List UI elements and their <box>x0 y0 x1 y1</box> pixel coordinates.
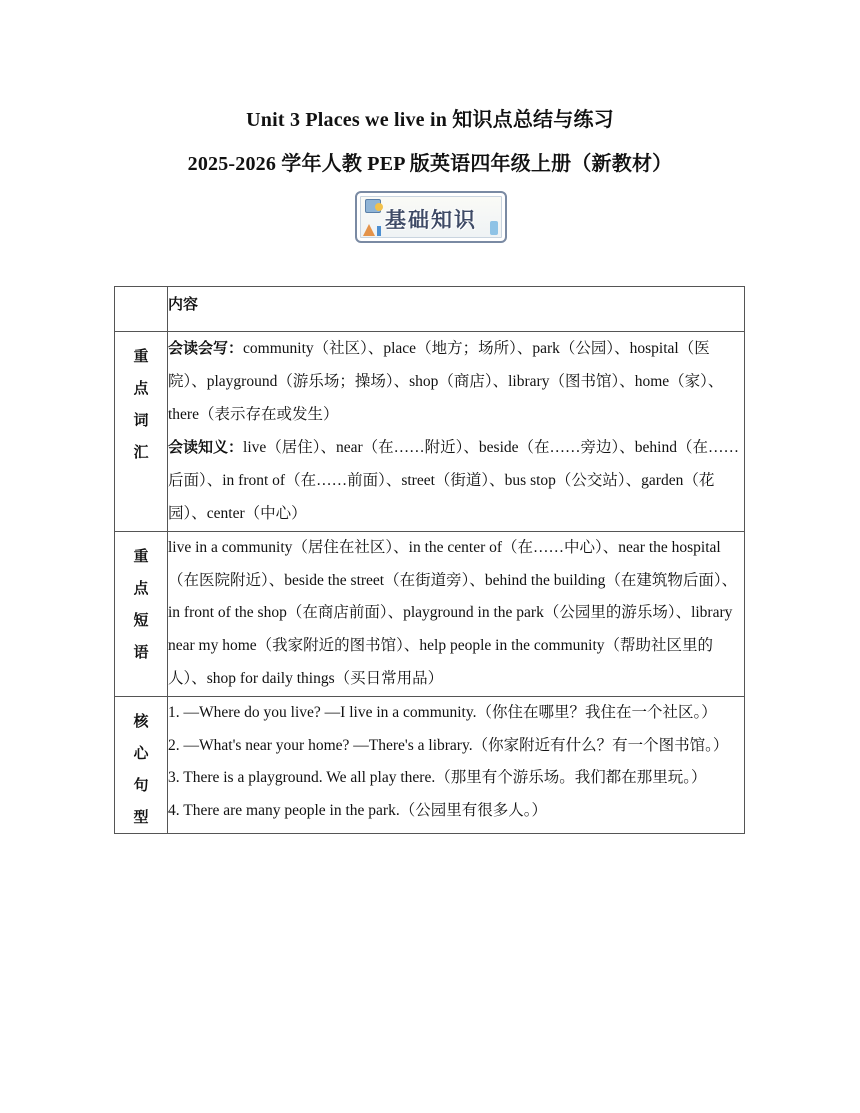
side-char: 心 <box>133 743 149 762</box>
vocabulary-group-text: community（社区）、place（地方；场所）、park（公园）、hospital（医院）、playground（游乐场；操场）、shop（商店）、library（图书馆）、home（家）、there（表示存在或发生） <box>168 340 724 423</box>
vocabulary-group-lead: 会读知义： <box>168 438 244 457</box>
table-header-row <box>115 287 745 332</box>
document-subtitle: 2025-2026 学年人教 PEP 版英语四年级上册（新教材） <box>187 153 673 175</box>
knowledge-table <box>114 286 745 834</box>
vocabulary-group <box>168 431 744 530</box>
side-char: 短 <box>133 610 149 629</box>
side-char: 点 <box>133 379 149 397</box>
document-title: Unit 3 Places we live in 知识点总结与练习 <box>246 109 614 131</box>
side-char: 句 <box>133 775 149 794</box>
sentence-item: 3. There is a playground. We all play there.（那里有个游乐场。我们都在那里玩。） <box>168 769 707 787</box>
sentence-item: 4. There are many people in the park.（公园里有很多人。） <box>168 802 547 820</box>
phrases-side-cell <box>115 531 168 696</box>
section-badge-label: 基础知识 <box>385 208 477 232</box>
side-char: 核 <box>133 711 149 730</box>
header-content-cell <box>168 287 745 332</box>
section-badge <box>355 191 507 243</box>
side-char: 语 <box>133 642 149 661</box>
vocabulary-side-cell <box>115 332 168 532</box>
vocabulary-group-text: live（居住）、near（在……附近）、beside（在……旁边）、behind（在……后面）、in front of（在……前面）、street（街道）、bus stop（公交站）、garden（花园）、center（中心） <box>168 439 739 522</box>
side-char: 重 <box>133 546 149 565</box>
phrases-content-cell <box>168 531 745 696</box>
sentence-item: 1. —Where do you live? —I live in a community.（你住在哪里？我住在一个社区。） <box>168 703 717 721</box>
side-char: 点 <box>133 578 149 597</box>
vocabulary-content-cell <box>168 332 745 532</box>
side-char: 词 <box>133 411 149 429</box>
sentences-side-cell <box>115 696 168 833</box>
header-content-label: 内容 <box>168 295 199 313</box>
table-row-vocabulary <box>115 332 745 532</box>
header-side-cell <box>115 287 168 332</box>
sentences-content-cell <box>168 696 745 833</box>
vocabulary-group <box>168 332 744 431</box>
sentence-item: 2. —What's near your home? —There's a library.（你家附近有什么？有一个图书馆。） <box>168 736 729 754</box>
table-row-phrases <box>115 531 745 696</box>
phrases-text: live in a community（居住在社区）、in the center of（在……中心）、near the hospital（在医院附近）、beside the street（在街道旁）、behind the building（在建筑物后面）、in front of the shop（在商店前面）、playground in the park（公园里的游乐场）、library near my home（我家附近的图书馆）、help people in the community（帮助社区里的人）、shop for daily things（买日常用品） <box>168 538 738 687</box>
table-row-sentences <box>115 696 745 833</box>
side-char: 型 <box>133 807 149 826</box>
vocabulary-group-lead: 会读会写： <box>168 339 244 357</box>
side-char: 汇 <box>133 443 149 461</box>
side-char: 重 <box>133 347 149 365</box>
